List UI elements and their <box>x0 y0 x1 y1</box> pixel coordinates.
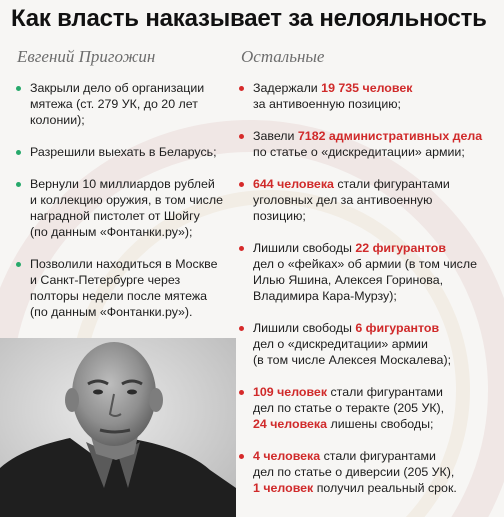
item-text-line <box>253 96 412 112</box>
item-text: уголовных дел за антивоенную <box>253 193 433 207</box>
left-list-item <box>30 80 204 128</box>
right-list-item <box>253 80 412 112</box>
item-text-line <box>253 288 477 304</box>
item-text-line: Позволили находиться в Москве <box>30 257 218 271</box>
bullet-dot <box>239 326 244 331</box>
right-column-heading: Остальные <box>241 47 325 66</box>
item-text: Лишили свободы <box>253 321 356 335</box>
left-list-item <box>30 176 223 240</box>
bullet-dot <box>239 390 244 395</box>
item-text-line: (по данным «Фонтанки.ру»). <box>30 305 193 319</box>
item-text-line <box>253 480 457 496</box>
item-text-line <box>253 272 477 288</box>
item-text-line <box>253 336 451 352</box>
bullet-dot <box>239 454 244 459</box>
item-text-line: мятежа (ст. 279 УК, до 20 лет <box>30 97 198 111</box>
item-text-line <box>253 400 444 416</box>
right-list-item <box>253 128 482 160</box>
highlighted-figure: 644 человека <box>253 177 334 191</box>
bullet-dot <box>239 86 244 91</box>
item-text-line: и Санкт-Петербурге через <box>30 273 181 287</box>
item-text-line <box>253 128 482 144</box>
right-list-item <box>253 240 477 304</box>
item-text-line <box>253 240 477 256</box>
item-text: по статье о «дискредитации» армии; <box>253 145 465 159</box>
highlighted-figure: 1 человек <box>253 481 314 495</box>
item-text: получил реальный срок. <box>313 481 457 495</box>
item-text: дел о «фейках» об армии (в том числе <box>253 257 477 271</box>
item-text-line <box>253 256 477 272</box>
item-text-line: Разрешили выехать в Беларусь; <box>30 145 217 159</box>
highlighted-figure: 109 человек <box>253 385 328 399</box>
item-text: дел по статье о теракте (205 УК), <box>253 401 445 415</box>
item-text-line <box>253 80 412 96</box>
item-text-line <box>253 352 451 368</box>
right-list-item <box>253 384 444 432</box>
bullet-dot <box>239 246 244 251</box>
item-text-line: наградной пистолет от Шойгу <box>30 209 200 223</box>
item-text: дел по статье о диверсии (205 УК), <box>253 465 455 479</box>
item-text: стали фигурантами <box>327 385 443 399</box>
item-text: Задержали <box>253 81 322 95</box>
item-text: Завели <box>253 129 298 143</box>
highlighted-figure: 22 фигурантов <box>355 241 446 255</box>
highlighted-figure: 7182 административных дела <box>297 129 483 143</box>
item-text: (в том числе Алексея Москалева); <box>253 353 452 367</box>
item-text-line: Закрыли дело об организации <box>30 81 205 95</box>
right-list-item <box>253 176 450 224</box>
item-text-line: колонии); <box>30 113 85 127</box>
left-list-item <box>30 144 217 160</box>
bullet-dot <box>16 262 21 267</box>
item-text-line <box>253 192 450 208</box>
portrait-photo <box>0 338 236 517</box>
highlighted-figure: 6 фигурантов <box>355 321 440 335</box>
item-text-line <box>253 384 444 400</box>
page-title: Как власть наказывает за нелояльность <box>11 5 487 32</box>
highlighted-figure: 24 человека <box>253 417 328 431</box>
left-column-heading: Евгений Пригожин <box>17 47 156 66</box>
bullet-dot <box>16 86 21 91</box>
item-text: стали фигурантами <box>333 177 450 191</box>
item-text: за антивоенную позицию; <box>253 97 402 111</box>
item-text-line <box>253 464 457 480</box>
highlighted-figure: 19 735 человек <box>321 81 413 95</box>
item-text-line <box>253 448 457 464</box>
bullet-dot <box>239 182 244 187</box>
item-text-line: Вернули 10 миллиардов рублей <box>30 177 215 191</box>
item-text: Владимира Кара-Мурзу); <box>253 289 397 303</box>
item-text: Илью Яшина, Алексея Горинова, <box>253 273 444 287</box>
bullet-dot <box>16 182 21 187</box>
right-list-item <box>253 448 457 496</box>
item-text-line <box>253 320 451 336</box>
bullet-dot <box>239 134 244 139</box>
item-text-line: и коллекцию оружия, в том числе <box>30 193 223 207</box>
item-text-line <box>253 208 450 224</box>
item-text: стали фигурантами <box>320 449 436 463</box>
highlighted-figure: 4 человека <box>253 449 321 463</box>
item-text-line <box>253 176 450 192</box>
item-text-line <box>253 416 444 432</box>
item-text-line <box>253 144 482 160</box>
bullet-dot <box>16 150 21 155</box>
item-text: дел о «дискредитации» армии <box>253 337 428 351</box>
item-text-line: полторы недели после мятежа <box>30 289 208 303</box>
item-text-line: (по данным «Фонтанки.ру»); <box>30 225 193 239</box>
right-list-item <box>253 320 451 368</box>
left-list-item <box>30 256 218 320</box>
item-text: лишены свободы; <box>327 417 434 431</box>
item-text: Лишили свободы <box>253 241 356 255</box>
item-text: позицию; <box>253 209 306 223</box>
